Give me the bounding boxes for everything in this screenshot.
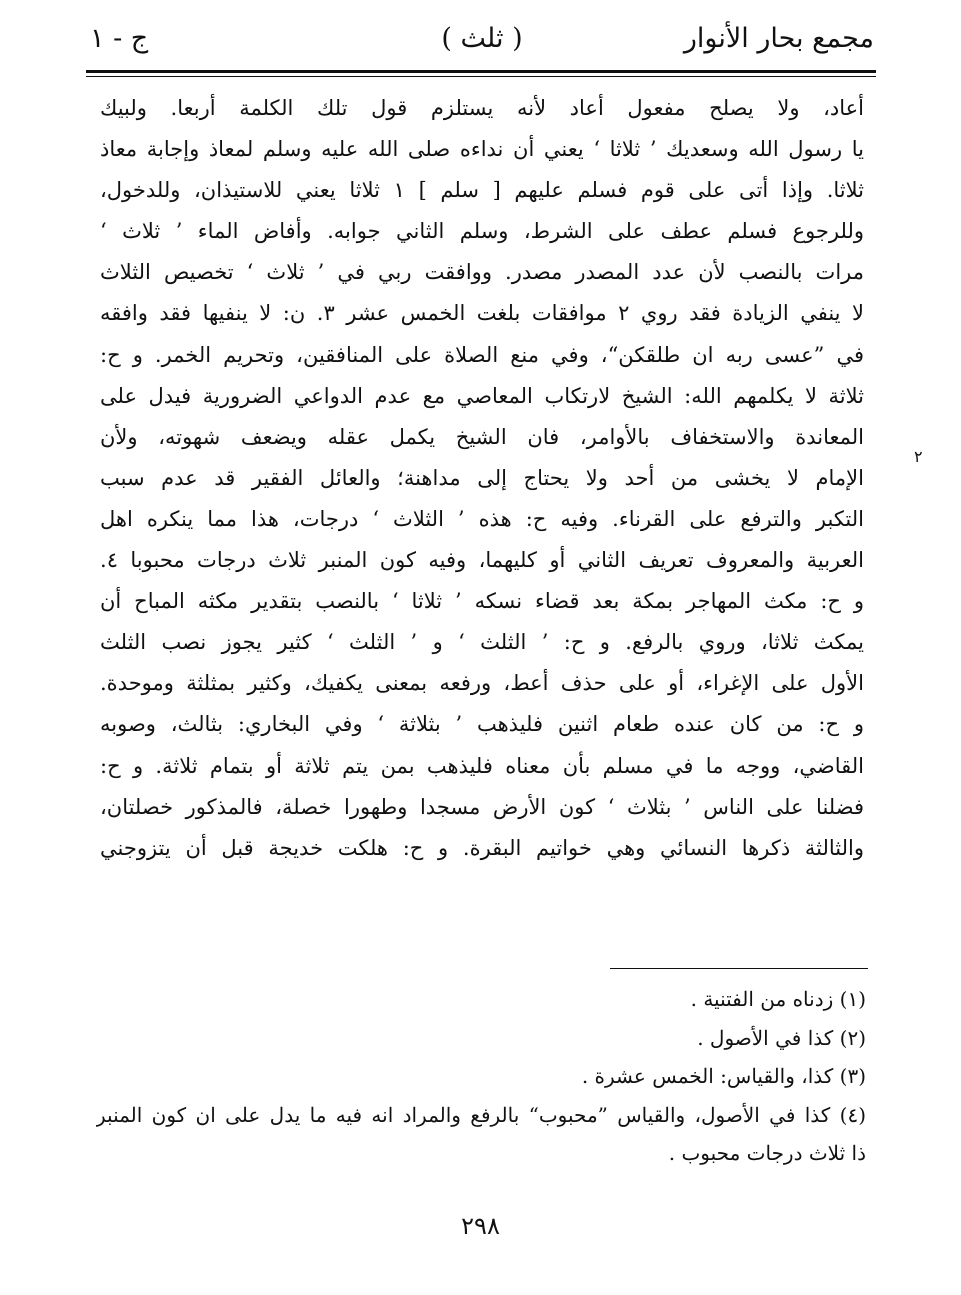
text-line: يا رسول الله وسعديك ’ ثلاثا ‘ يعني أن نداءه صلى الله عليه وسلم لمعاذ وإجابة معاذ (100, 137, 864, 162)
section-heading: ( ثلث ) (441, 23, 523, 54)
text-line: و ح: مكث المهاجر بمكة بعد قضاء نسكه ’ ثلاثا ‘ بالنصب بتقدير مكثه المباح أن (100, 589, 864, 614)
text-line: الأول على الإغراء، أو على حذف أعط، ورفعه بمعنى يكفيك، وكثير بمثلثة وموحدة. (100, 671, 864, 696)
running-title: مجمع بحار الأنوار (683, 23, 874, 54)
text-line: المعاندة والاستخفاف بالأوامر، فان الشيخ يكمل عقله ويضعف شهوته، ولأن (100, 424, 864, 449)
text-line: فضلنا على الناس ’ بثلاث ‘ كون الأرض مسجدا وطهورا خصلة، فالمذكور خصلتان، (100, 794, 864, 819)
text-line: الإمام لا يخشى من أحد ولا يحتاج إلى مداهنة؛ والعائل الفقير قد عدم سبب (100, 465, 864, 490)
footnotes (96, 980, 866, 1173)
text-line: القاضي، ووجه ما في مسلم بأن معناه فليذهب بمن يتم ثلاثة أو بتمام ثلاثة. و ح: (100, 753, 864, 778)
page-header (90, 14, 874, 64)
page-number: ٢٩٨ (461, 1212, 500, 1240)
text-line: التكبر والترفع على القرناء. وفيه ح: هذه ’ الثلاث ‘ درجات، هذا مما ينكره اهل (100, 506, 864, 531)
body-text (100, 88, 864, 869)
footnote-rule (610, 968, 868, 969)
text-line: يمكث ثلاثا، وروي بالرفع. و ح: ’ الثلث ‘ و ’ الثلث ‘ كثير يجوز نصب الثلث (100, 630, 864, 655)
volume-number: ج - ١ (90, 23, 149, 54)
header-rule (86, 70, 876, 73)
footnote: (٢) كذا في الأصول . (697, 1025, 866, 1050)
text-line: والثالثة ذكرها النسائي وهي خواتيم البقرة. و ح: هلكت خديجة قبل أن يتزوجني (100, 835, 864, 860)
footnote-continuation: ذا ثلاث درجات محبوب . (668, 1141, 866, 1166)
footnote: (٣) كذا، والقياس: الخمس عشرة . (581, 1064, 866, 1089)
text-line: وللرجوع فسلم عطف على الشرط، وسلم الثاني جوابه. وأفاض الماء ’ ثلاث ‘ (100, 219, 864, 244)
text-line: و ح: من كان عنده طعام اثنين فليذهب ’ بثلاثة ‘ وفي البخاري: بثالث، وصوبه (100, 712, 864, 737)
text-line: أعاد، ولا يصلح مفعول أعاد لأنه يستلزم قول تلك الكلمة أربعا. ولبيك (100, 96, 864, 120)
text-line: العربية والمعروف تعريف الثاني أو كليهما، وفيه كون المنبر ثلاث درجات محبوبا ٤. (100, 548, 864, 573)
text-line: لا ينفي الزيادة فقد روي ٢ موافقات بلغت الخمس عشر ٣. ن: لا ينفيها فقد وافقه (100, 301, 864, 326)
text-line: ثلاثة لا يكلمهم الله: الشيخ لارتكاب المعاصي مع عدم الدواعي الضرورية فيدل على (100, 383, 864, 408)
text-line: مرات بالنصب لأن عدد المصدر مصدر. ووافقت ربي في ’ ثلاث ‘ تخصيص الثلاث (100, 260, 864, 285)
header-rule-thin (86, 76, 876, 77)
footnote: (٤) كذا في الأصول، والقياس ”محبوب“ بالرفع والمراد انه فيه ما يدل على ان كون المنبر (96, 1102, 866, 1127)
margin-mark: ٢ (914, 447, 923, 466)
text-line: في ”عسى ربه ان طلقكن“، وفي منع الصلاة على المنافقين، وتحريم الخمر. و ح: (100, 342, 864, 367)
footnote: (١) زدناه من الفتنية . (690, 987, 866, 1011)
text-line: ثلاثا. وإذا أتى على قوم فسلم عليهم [ سلم ] ١ ثلاثا يعني للاستيذان، وللدخول، (100, 178, 864, 203)
